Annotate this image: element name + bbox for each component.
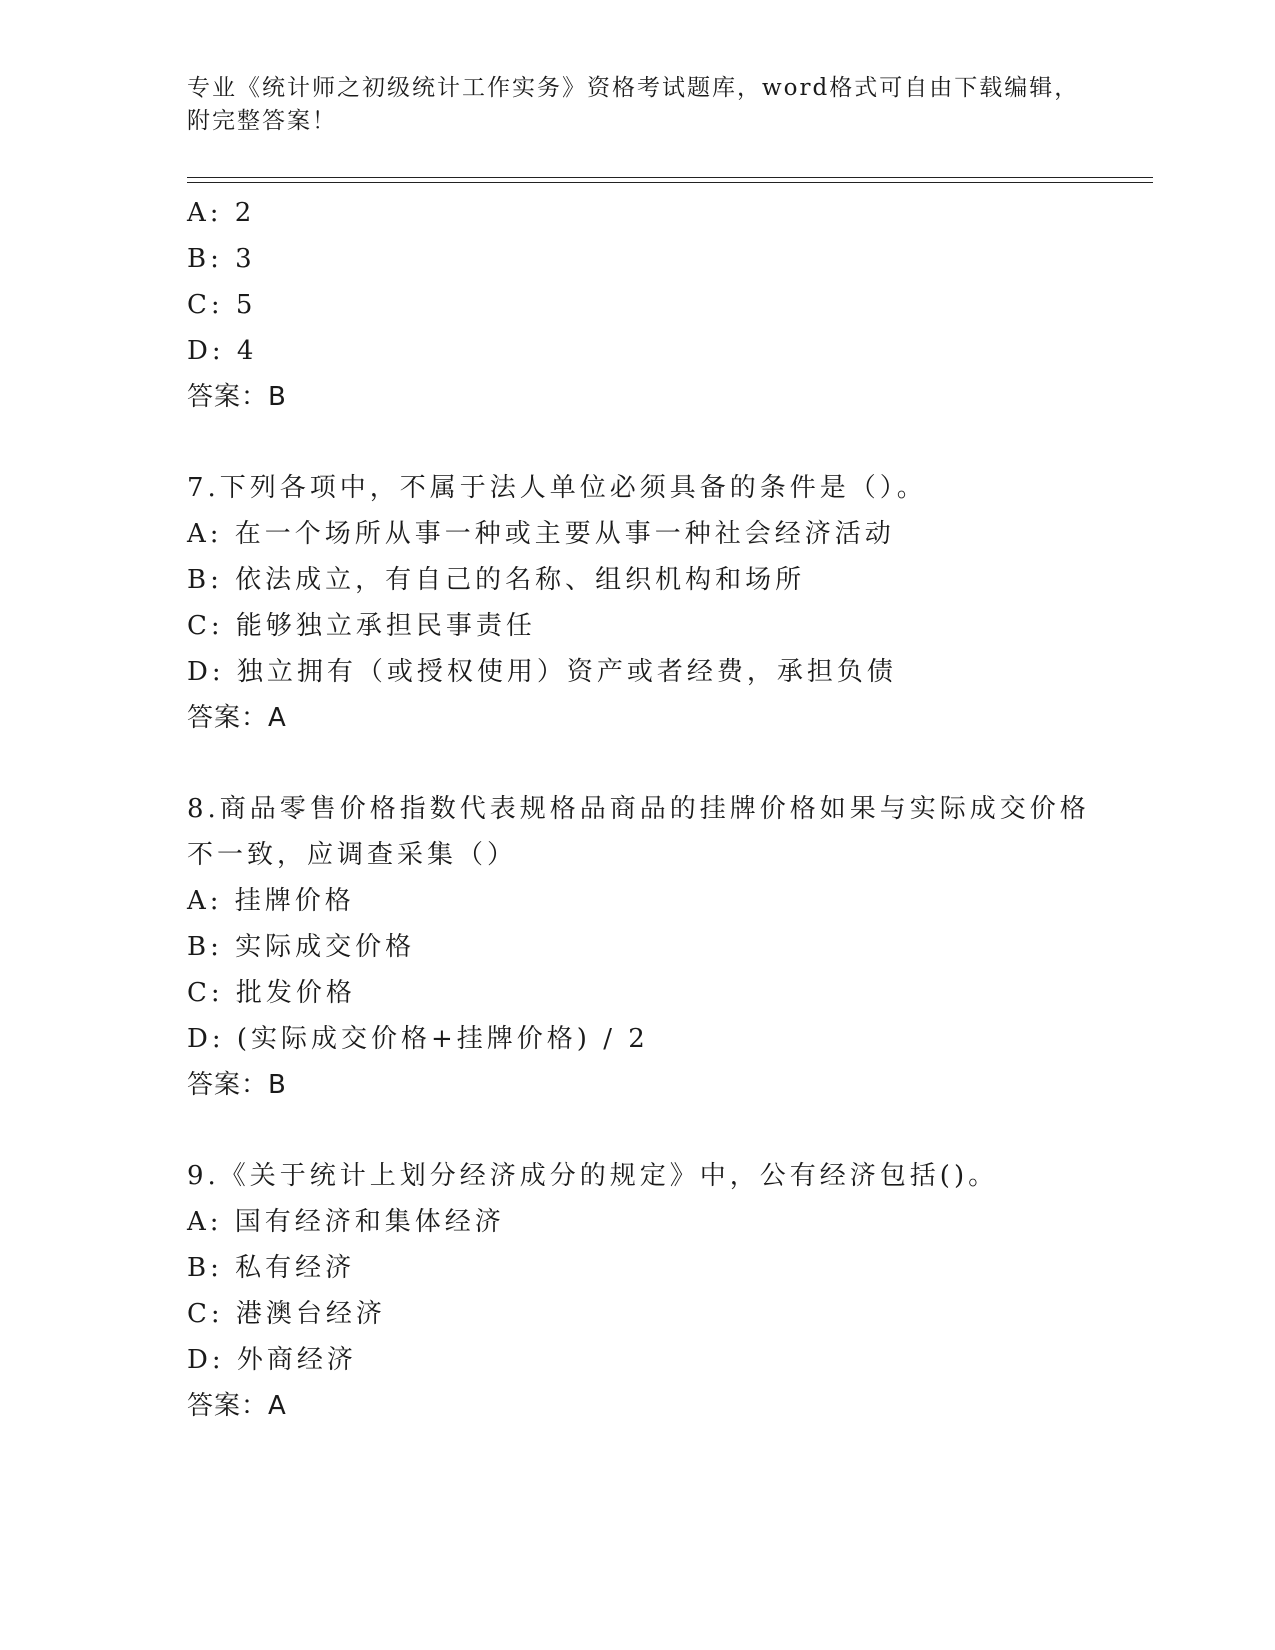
option-a: A: 在一个场所从事一种或主要从事一种社会经济活动	[187, 519, 895, 549]
option-c: C: 港澳台经济	[187, 1299, 386, 1329]
option-a: A: 2	[187, 198, 256, 228]
answer: 答案：B	[187, 1070, 287, 1100]
header-divider-bottom	[187, 182, 1153, 183]
spacer	[187, 1108, 1147, 1153]
option-c: C: 能够独立承担民事责任	[187, 611, 536, 641]
option-c: C: 批发价格	[187, 978, 356, 1008]
header-line-2: 附完整答案！	[187, 108, 337, 134]
answer: 答案：A	[187, 1391, 287, 1421]
question-text-line-1: 8.商品零售价格指数代表规格品商品的挂牌价格如果与实际成交价格	[187, 794, 1090, 824]
question-7	[187, 465, 1147, 741]
option-d: D: 外商经济	[187, 1345, 357, 1375]
header-divider-top	[187, 177, 1153, 178]
document-header	[187, 72, 1087, 138]
option-a: A: 挂牌价格	[187, 886, 355, 916]
question-text: 7.下列各项中，不属于法人单位必须具备的条件是（）。	[187, 473, 927, 503]
option-b: B: 私有经济	[187, 1253, 356, 1283]
option-c: C: 5	[187, 290, 257, 320]
spacer	[187, 741, 1147, 786]
question-text: 9.《关于统计上划分经济成分的规定》中，公有经济包括()。	[187, 1161, 999, 1191]
option-b: B: 3	[187, 244, 256, 274]
option-d: D: 4	[187, 336, 258, 366]
question-6	[187, 190, 1147, 420]
option-d: D: 独立拥有（或授权使用）资产或者经费，承担负债	[187, 657, 897, 687]
question-content	[187, 190, 1147, 1429]
question-8	[187, 786, 1147, 1108]
spacer	[187, 420, 1147, 465]
option-d: D: (实际成交价格+挂牌价格) / 2	[187, 1024, 649, 1054]
question-9	[187, 1153, 1147, 1429]
option-b: B: 依法成立，有自己的名称、组织机构和场所	[187, 565, 806, 595]
answer: 答案：A	[187, 703, 287, 733]
header-line-1: 专业《统计师之初级统计工作实务》资格考试题库，word格式可自由下载编辑，	[187, 75, 1080, 101]
question-text-line-2: 不一致，应调查采集（）	[187, 840, 518, 870]
option-b: B: 实际成交价格	[187, 932, 416, 962]
option-a: A: 国有经济和集体经济	[187, 1207, 505, 1237]
answer: 答案：B	[187, 382, 287, 412]
